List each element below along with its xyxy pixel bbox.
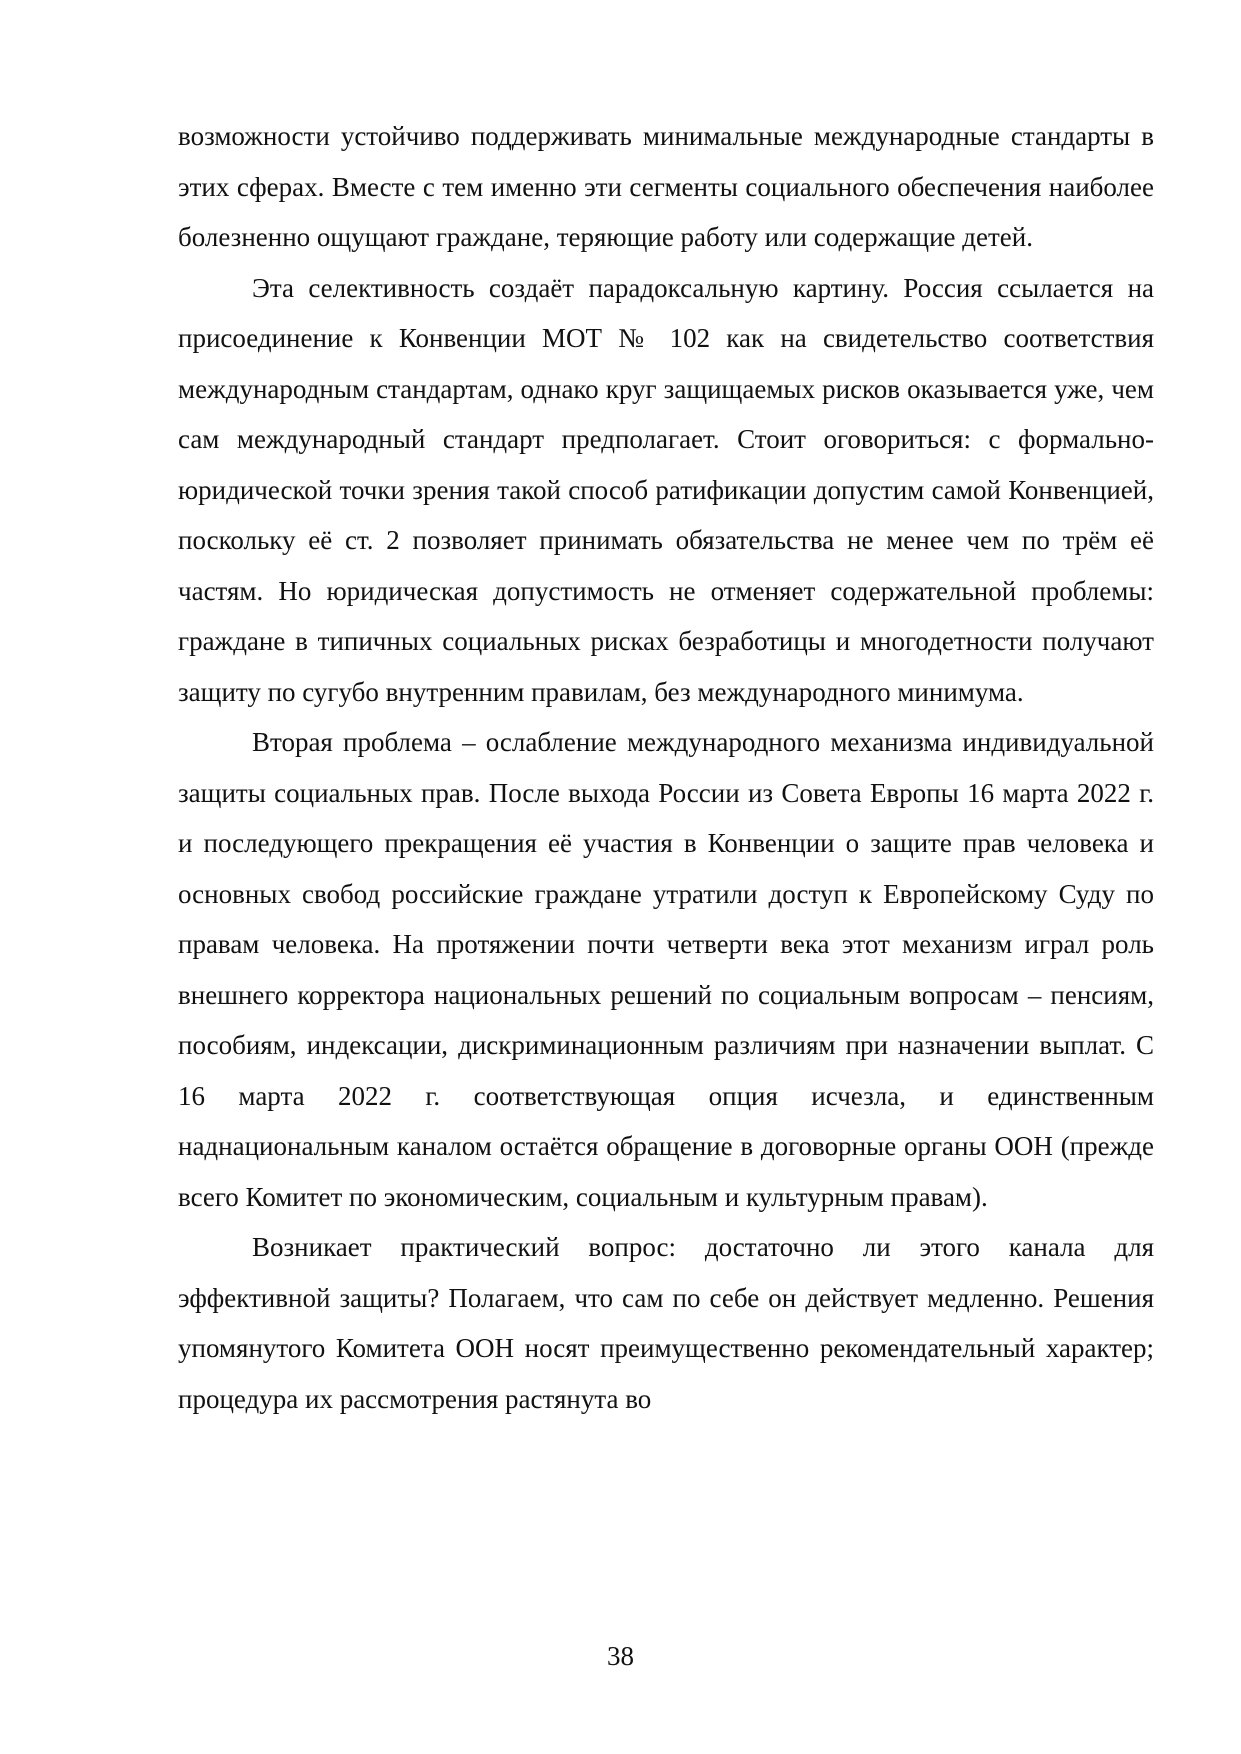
document-body xyxy=(178,111,1154,1424)
paragraph: Эта селективность создаёт парадоксальную картину. Россия ссылается на присоединение к Конвенции МОТ № 102 как на свидетельство соответствия международным стандартам, однако круг защищаемых рисков оказывается уже, чем сам международный стандарт предполагает. Стоит оговориться: с формально-юридической точки зрения такой способ ратификации допустим самой Конвенцией, поскольку её ст. 2 позволяет принимать обязательства не менее чем по трём её частям. Но юридическая допустимость не отменяет содержательной проблемы: граждане в типичных социальных рисках безработицы и многодетности получают защиту по сугубо внутренним правилам, без международного минимума. xyxy=(178,272,1154,707)
paragraph: Возникает практический вопрос: достаточно ли этого канала для эффективной защиты? Полагаем, что сам по себе он действует медленно. Решения упомянутого Комитета ООН носят преимущественно рекомендательный характер; процедура их рассмотрения растянута во xyxy=(178,1232,1154,1414)
page-number: 38 xyxy=(607,1641,634,1671)
paragraph: Вторая проблема – ослабление международного механизма индивидуальной защиты социальных прав. После выхода России из Совета Европы 16 марта 2022 г. и последующего прекращения её участия в Конвенции о защите прав человека и основных свобод российские граждане утратили доступ к Европейскому Суду по правам человека. На протяжении почти четверти века этот механизм играл роль внешнего корректора национальных решений по социальным вопросам – пенсиям, пособиям, индексации, дискриминационным различиям при назначении выплат. С 16 марта 2022 г. соответствующая опция исчезла, и единственным наднациональным каналом остаётся обращение в договорные органы ООН (прежде всего Комитет по экономическим, социальным и культурным правам). xyxy=(178,727,1154,1212)
paragraph: возможности устойчиво поддерживать минимальные международные стандарты в этих сферах. Вместе с тем именно эти сегменты социального обеспечения наиболее болезненно ощущают граждане, теряющие работу или содержащие детей. xyxy=(178,121,1154,252)
